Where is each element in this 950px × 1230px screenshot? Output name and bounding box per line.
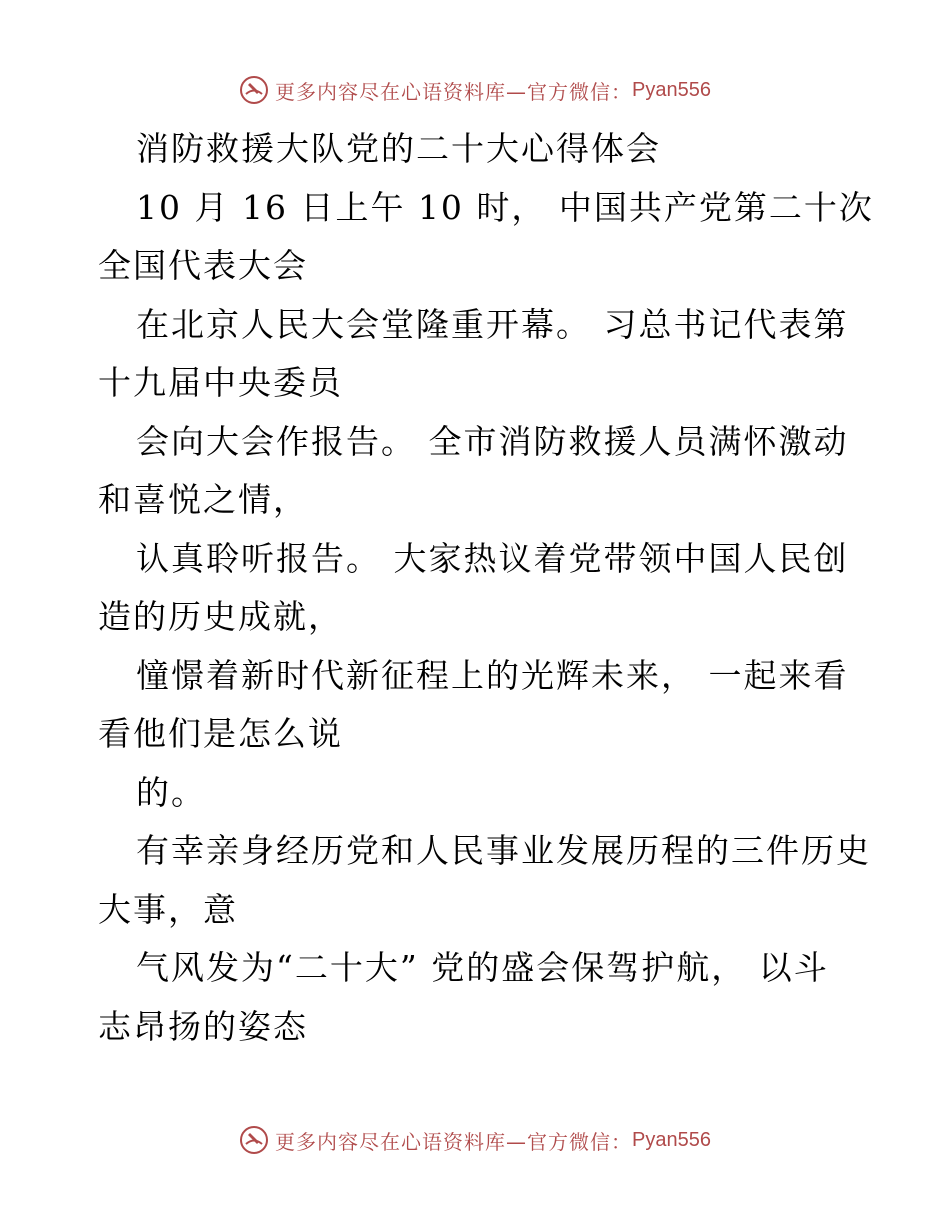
text-line: 气风发为“二十大” 党的盛会保驾护航， 以斗 (136, 948, 829, 987)
book-pen-logo-icon (239, 75, 269, 105)
text-line: 和喜悦之情， (98, 480, 308, 519)
watermark-text: 更多内容尽在心语资料库—官方微信： (275, 1129, 633, 1154)
book-pen-logo-icon (239, 1125, 269, 1155)
document-title: 消防救援大队党的二十大心得体会 (136, 129, 661, 168)
watermark-wechat-id: Pyan556 (632, 78, 711, 101)
text-line: 大事，意 (98, 889, 238, 929)
text-line: 认真聆听报告。 大家热议着党带领中国人民创 (136, 538, 849, 578)
text-line: 造的历史成就， (98, 597, 343, 636)
watermark-wechat-id: Pyan556 (632, 1128, 711, 1151)
text-line: 十九届中央委员 (98, 363, 343, 402)
text-line: 会向大会作报告。 全市消防救援人员满怀激动 (136, 421, 849, 461)
text-line: 有幸亲身经历党和人民事业发展历程的三件历史 (136, 831, 871, 870)
watermark-text: 更多内容尽在心语资料库—官方微信： (275, 79, 633, 104)
text-line: 看他们是怎么说 (98, 714, 343, 753)
header-watermark (0, 70, 950, 110)
text-line: 志昂扬的姿态 (98, 1006, 308, 1046)
text-line: 的。 (136, 772, 206, 812)
text-line: 10 月 16 日上午 10 时， 中国共产党第二十次 (136, 187, 874, 227)
text-line: 全国代表大会 (98, 246, 308, 285)
text-line: 憧憬着新时代新征程上的光辉未来， 一起来看 (136, 655, 849, 695)
footer-watermark (0, 1120, 950, 1160)
text-line: 在北京人民大会堂隆重开幕。 习总书记代表第 (136, 304, 849, 344)
document-body (98, 120, 874, 1056)
